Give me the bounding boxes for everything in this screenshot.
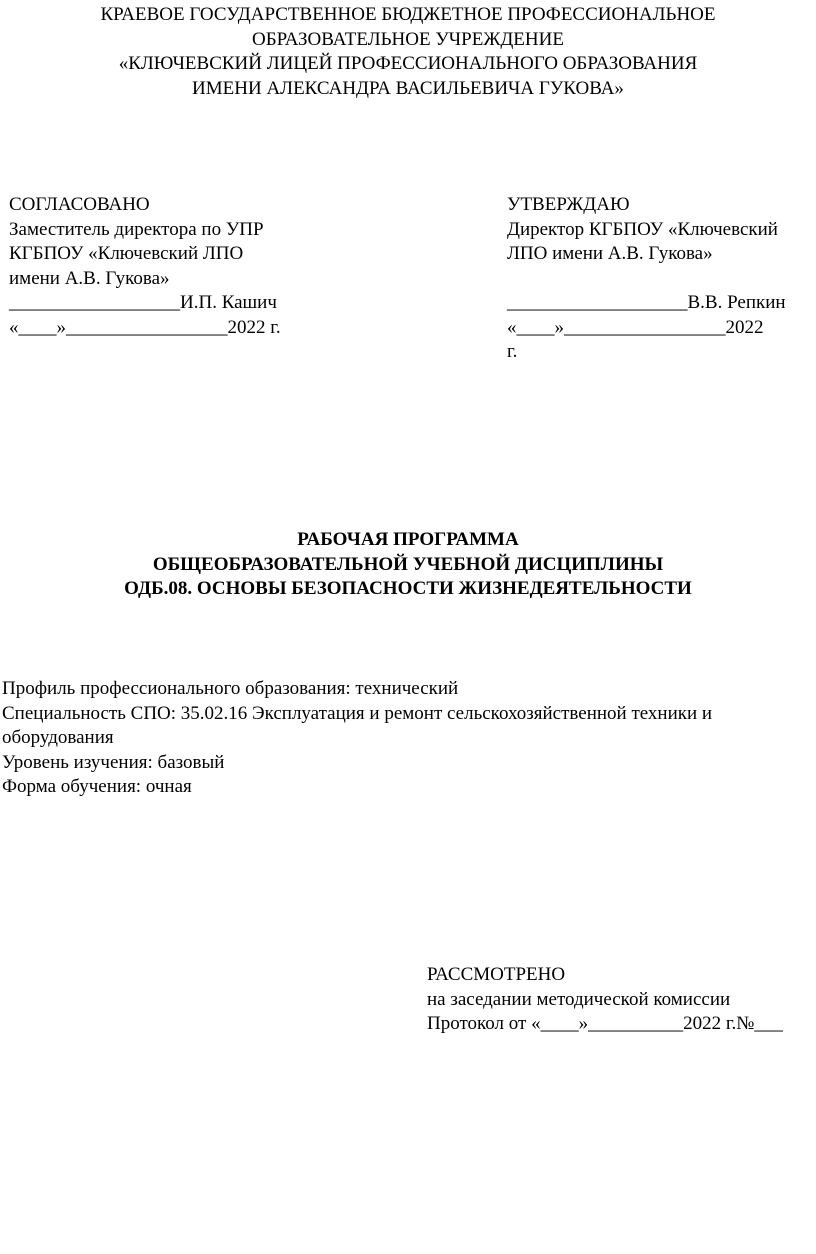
agreed-position-line: Заместитель директора по УПР	[9, 218, 264, 240]
reviewed-heading: РАССМОТРЕНО	[427, 964, 566, 985]
reviewed-block	[427, 963, 815, 1037]
approved-spacer	[507, 267, 812, 292]
header-line: «КЛЮЧЕВСКИЙ ЛИЦЕЙ ПРОФЕССИОНАЛЬНОГО ОБРАЗОВАНИЯ	[118, 53, 698, 74]
study-level-line: Уровень изучения: базовый	[2, 751, 225, 773]
approved-date-line-continued: г.	[507, 341, 518, 362]
agreed-heading: СОГЛАСОВАНО	[9, 194, 150, 215]
agreed-position-line: КГБПОУ «Ключевский ЛПО	[9, 243, 244, 264]
specialty-line-continued: оборудования	[2, 727, 114, 748]
program-info	[2, 677, 812, 800]
agreed-position-line: имени А.В. Гукова»	[9, 267, 170, 289]
approved-block	[507, 193, 812, 365]
reviewed-protocol-line: Протокол от «____»__________2022 г.№___	[427, 1013, 783, 1034]
agreed-signature-line: __________________И.П. Кашич	[9, 292, 277, 313]
specialty-line: Специальность СПО: 35.02.16 Эксплуатация и ремонт сельскохозяйственной техники и	[2, 702, 713, 724]
agreed-block	[9, 193, 339, 340]
agreed-date-line: «____»_________________2022 г.	[9, 316, 281, 338]
header-line: ОБРАЗОВАТЕЛЬНОЕ УЧРЕЖДЕНИЕ	[252, 28, 564, 50]
title-line: ОБЩЕОБРАЗОВАТЕЛЬНОЙ УЧЕБНОЙ ДИСЦИПЛИНЫ	[152, 553, 664, 575]
approved-heading: УТВЕРЖДАЮ	[507, 194, 630, 215]
institution-header	[0, 3, 816, 101]
reviewed-commission-line: на заседании методической комиссии	[427, 988, 731, 1010]
approved-position-line: Директор КГБПОУ «Ключевский	[507, 218, 778, 240]
title-line: РАБОЧАЯ ПРОГРАММА	[297, 529, 519, 550]
approved-position-line: ЛПО имени А.В. Гукова»	[507, 243, 713, 264]
approved-date-line: «____»_________________2022	[507, 316, 764, 338]
profile-line: Профиль профессионального образования: технический	[2, 678, 459, 699]
approved-signature-line: ___________________В.В. Репкин	[507, 292, 786, 313]
title-line: ОДБ.08. ОСНОВЫ БЕЗОПАСНОСТИ ЖИЗНЕДЕЯТЕЛЬНОСТИ	[124, 578, 692, 599]
header-line: ИМЕНИ АЛЕКСАНДРА ВАСИЛЬЕВИЧА ГУКОВА»	[192, 77, 624, 99]
header-line: КРАЕВОЕ ГОСУДАРСТВЕННОЕ БЮДЖЕТНОЕ ПРОФЕССИОНАЛЬНОЕ	[100, 4, 716, 25]
study-form-line: Форма обучения: очная	[2, 776, 192, 797]
program-title	[0, 528, 816, 602]
